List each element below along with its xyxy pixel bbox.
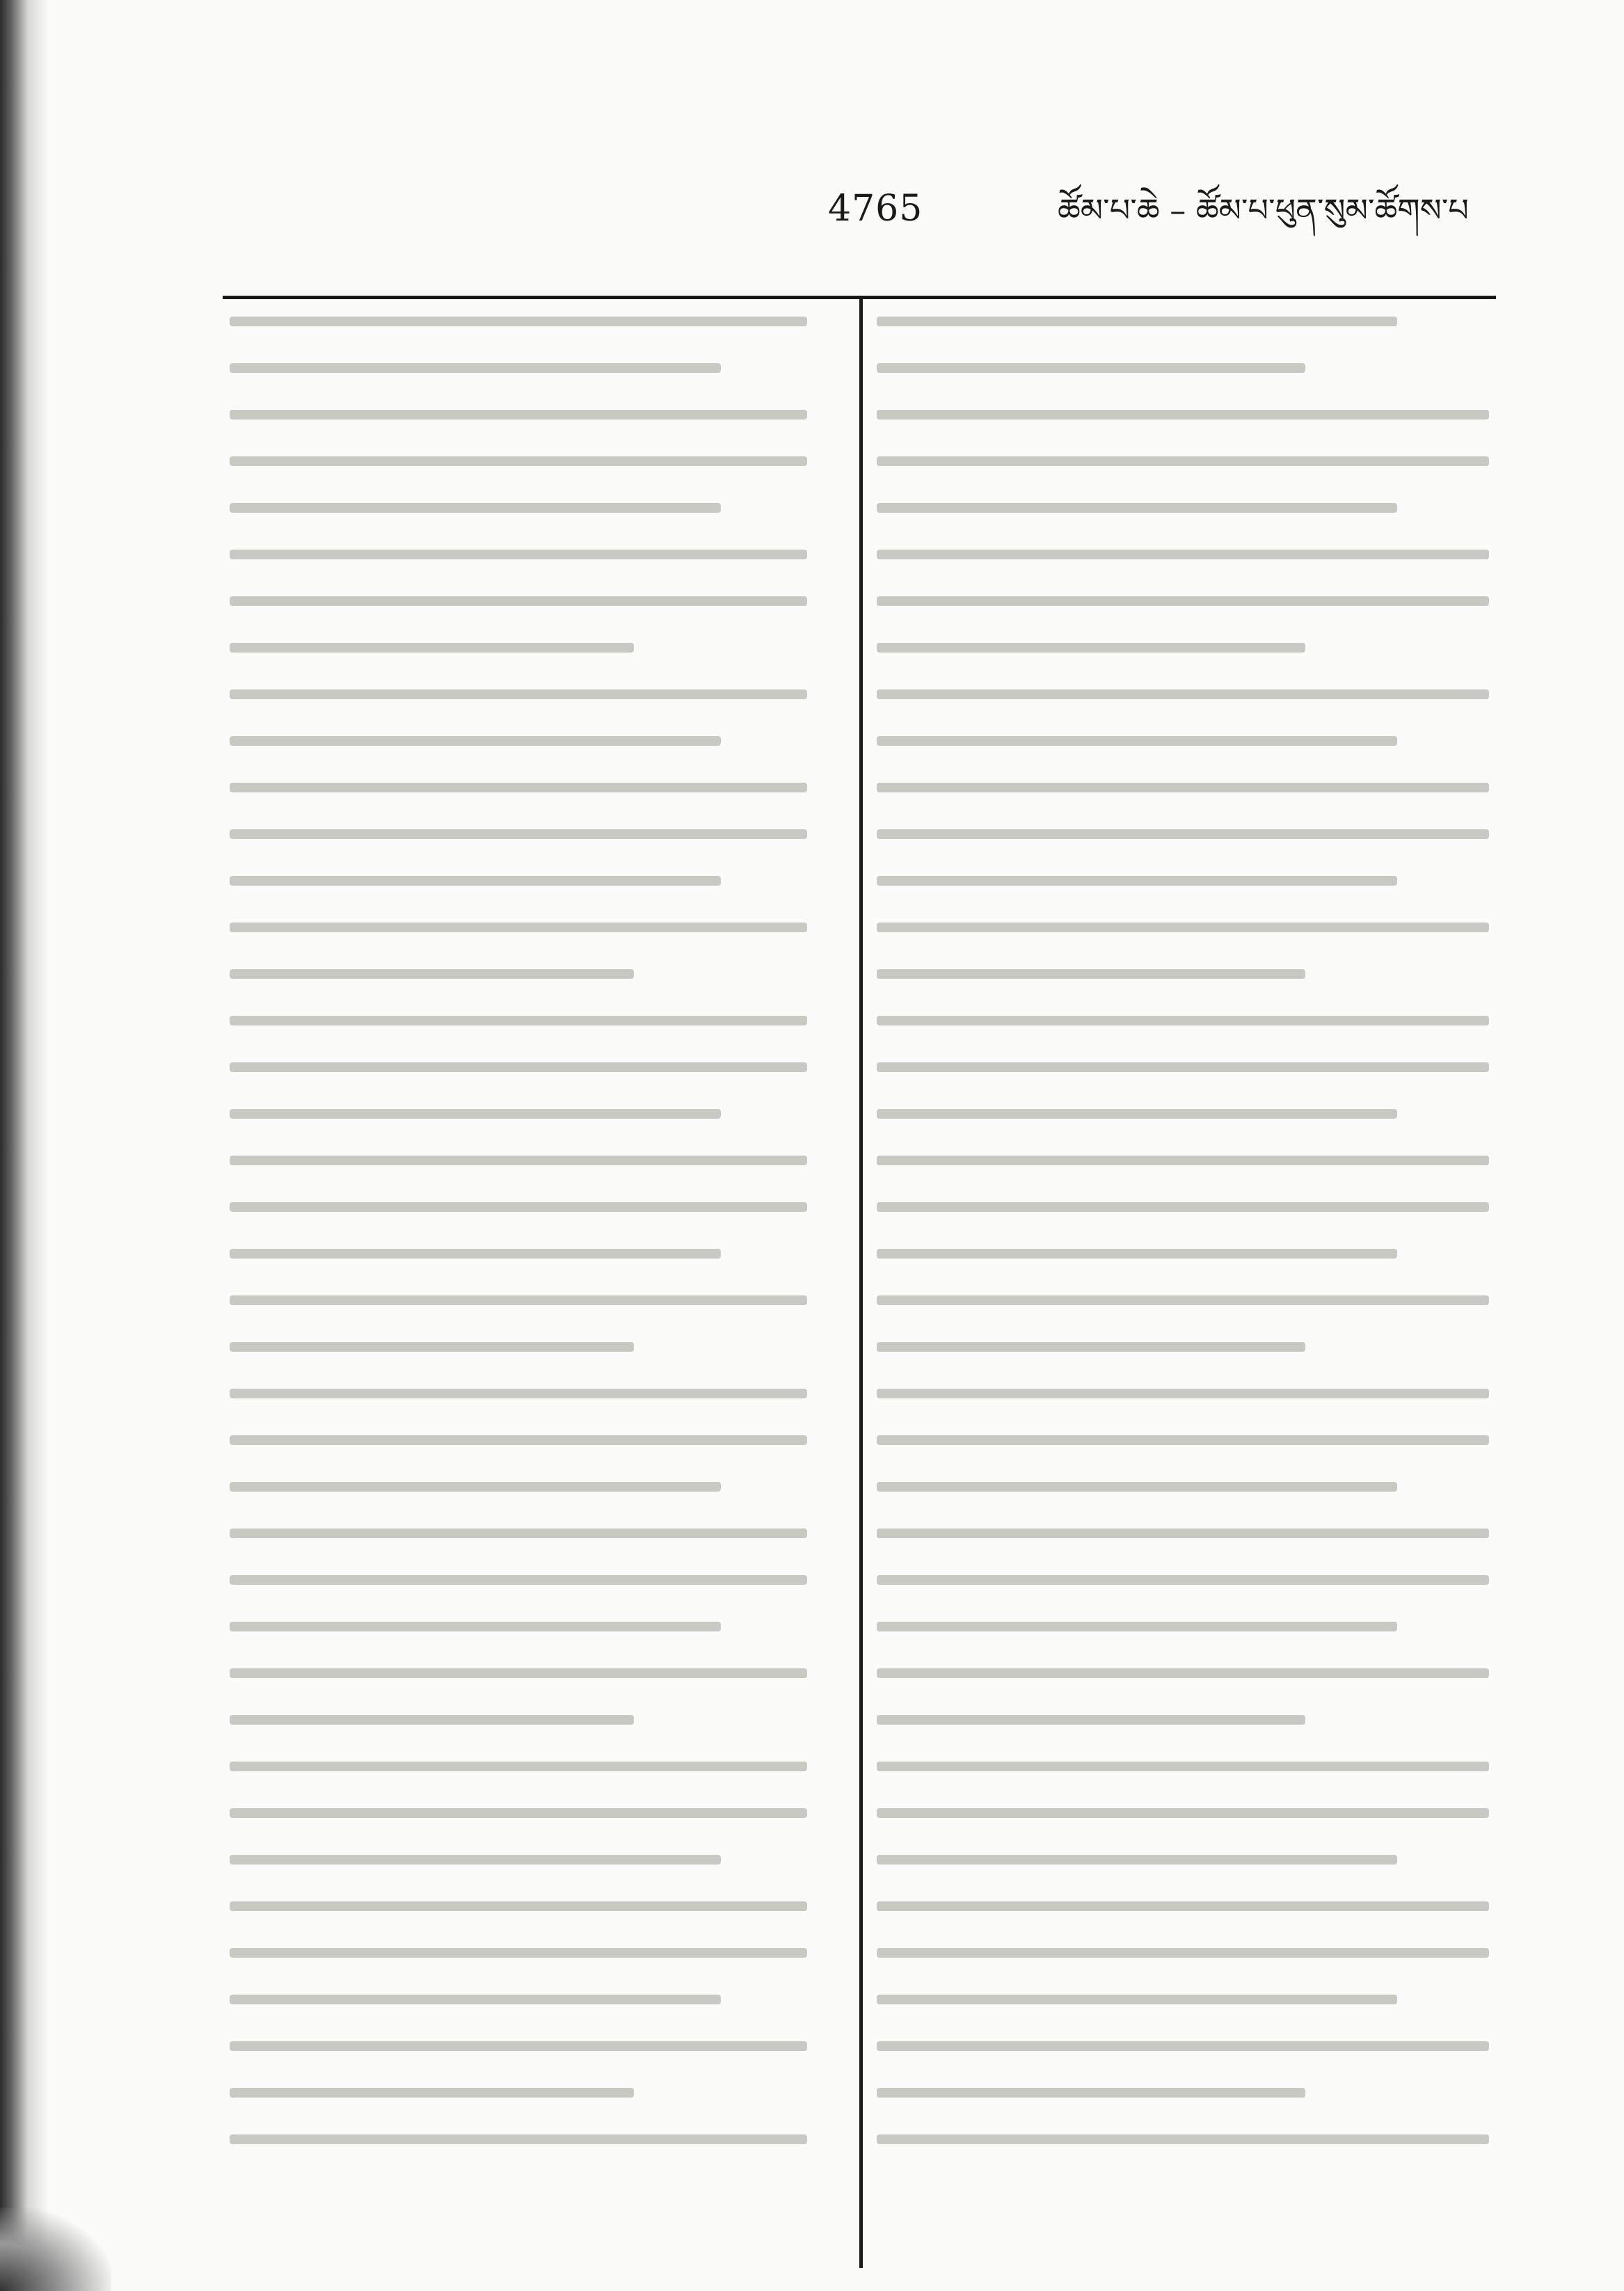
text-line-placeholder xyxy=(877,317,1397,326)
text-line-placeholder xyxy=(230,1855,721,1865)
text-line-placeholder xyxy=(230,1715,634,1725)
text-line-placeholder xyxy=(230,550,807,559)
text-line-placeholder xyxy=(877,1295,1489,1305)
text-line-placeholder xyxy=(877,1435,1489,1445)
text-line-placeholder xyxy=(877,550,1489,559)
text-line-placeholder xyxy=(877,1715,1305,1725)
text-line-placeholder xyxy=(230,596,807,606)
text-line-placeholder xyxy=(230,2134,807,2144)
text-line-placeholder xyxy=(877,1389,1489,1398)
text-line-placeholder xyxy=(230,923,807,932)
text-line-placeholder xyxy=(877,2041,1489,2051)
text-line-placeholder xyxy=(877,410,1489,420)
text-line-placeholder xyxy=(230,969,634,979)
text-line-placeholder xyxy=(877,1016,1489,1025)
book-binding-shadow xyxy=(0,0,49,2291)
text-line-placeholder xyxy=(230,410,807,420)
text-line-placeholder xyxy=(230,1156,807,1165)
text-line-placeholder xyxy=(230,876,721,886)
text-line-placeholder xyxy=(877,1342,1305,1352)
text-line-placeholder xyxy=(877,643,1305,653)
text-line-placeholder xyxy=(230,363,721,373)
text-line-placeholder xyxy=(877,1901,1489,1911)
text-line-placeholder xyxy=(230,783,807,792)
text-line-placeholder xyxy=(230,1762,807,1771)
text-line-placeholder xyxy=(230,456,807,466)
text-line-placeholder xyxy=(230,689,807,699)
text-line-placeholder xyxy=(230,1109,721,1119)
text-line-placeholder xyxy=(877,456,1489,466)
text-line-placeholder xyxy=(877,1202,1489,1212)
text-line-placeholder xyxy=(877,1482,1397,1492)
text-line-placeholder xyxy=(877,2134,1489,2144)
text-line-placeholder xyxy=(877,1249,1397,1259)
column-divider xyxy=(859,296,863,2268)
text-line-placeholder xyxy=(230,736,721,746)
text-line-placeholder xyxy=(230,829,807,839)
text-line-placeholder xyxy=(877,363,1305,373)
text-line-placeholder xyxy=(877,876,1397,886)
text-line-placeholder xyxy=(877,1855,1397,1865)
text-line-placeholder xyxy=(230,1435,807,1445)
text-line-placeholder xyxy=(877,1995,1397,2004)
text-line-placeholder xyxy=(230,1389,807,1398)
text-line-placeholder xyxy=(877,1948,1489,1958)
text-line-placeholder xyxy=(230,1668,807,1678)
text-line-placeholder xyxy=(230,1482,721,1492)
text-line-placeholder xyxy=(877,969,1305,979)
text-line-placeholder xyxy=(877,783,1489,792)
text-line-placeholder xyxy=(230,1528,807,1538)
text-line-placeholder xyxy=(877,503,1397,513)
text-line-placeholder xyxy=(230,1342,634,1352)
text-line-placeholder xyxy=(877,1762,1489,1771)
text-line-placeholder xyxy=(230,1062,807,1072)
text-line-placeholder xyxy=(877,1668,1489,1678)
text-line-placeholder xyxy=(230,1295,807,1305)
text-line-placeholder xyxy=(877,2088,1305,2098)
text-line-placeholder xyxy=(877,1156,1489,1165)
text-line-placeholder xyxy=(230,1901,807,1911)
text-line-placeholder xyxy=(877,1808,1489,1818)
text-line-placeholder xyxy=(230,1202,807,1212)
text-line-placeholder xyxy=(230,317,807,326)
text-line-placeholder xyxy=(230,2041,807,2051)
text-line-placeholder xyxy=(230,1016,807,1025)
right-column xyxy=(877,317,1489,2251)
text-line-placeholder xyxy=(230,1808,807,1818)
text-line-placeholder xyxy=(230,1995,721,2004)
running-head: ཚོམ་པ་ཆེ – ཚོམ་པ་ཕུན་སུམ་ཚོགས་པ xyxy=(1058,191,1469,229)
text-line-placeholder xyxy=(230,2088,634,2098)
text-line-placeholder xyxy=(877,923,1489,932)
text-line-placeholder xyxy=(230,1575,807,1585)
page-number: 4765 xyxy=(828,188,923,230)
text-line-placeholder xyxy=(877,1622,1397,1631)
text-line-placeholder xyxy=(230,503,721,513)
text-line-placeholder xyxy=(877,1528,1489,1538)
text-line-placeholder xyxy=(230,643,634,653)
text-line-placeholder xyxy=(877,736,1397,746)
text-line-placeholder xyxy=(877,1575,1489,1585)
text-line-placeholder xyxy=(877,1062,1489,1072)
text-line-placeholder xyxy=(877,829,1489,839)
text-line-placeholder xyxy=(877,596,1489,606)
left-column xyxy=(230,317,807,2251)
text-line-placeholder xyxy=(230,1948,807,1958)
text-line-placeholder xyxy=(230,1622,721,1631)
page-corner-shadow xyxy=(0,2208,111,2291)
text-line-placeholder xyxy=(877,1109,1397,1119)
text-line-placeholder xyxy=(877,689,1489,699)
text-line-placeholder xyxy=(230,1249,721,1259)
